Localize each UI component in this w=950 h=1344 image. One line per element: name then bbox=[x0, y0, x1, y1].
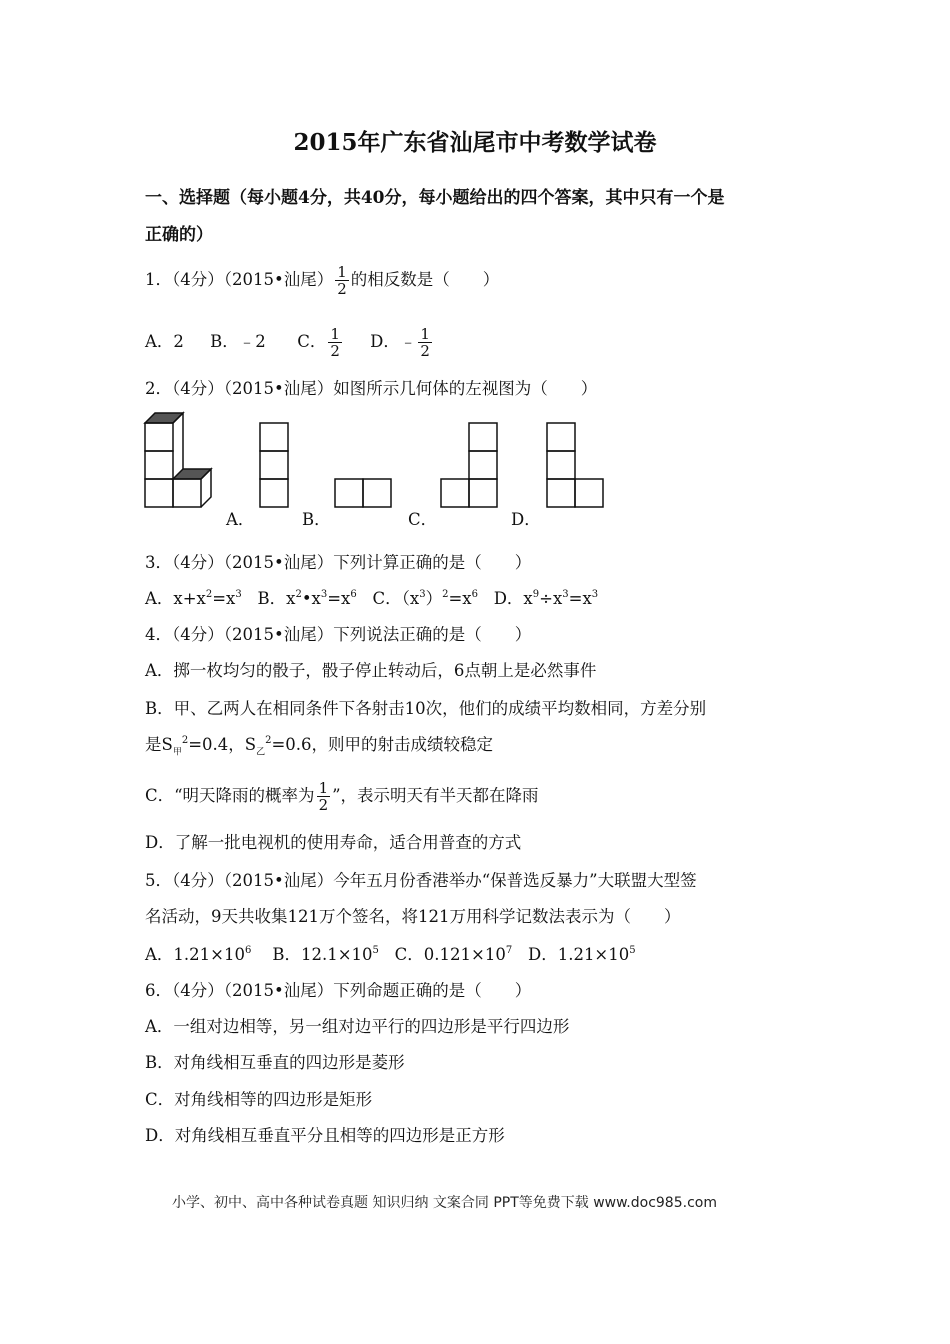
question-5-options bbox=[145, 944, 636, 966]
q3-option-c: C．$(x^3)^2=x^6$ bbox=[372, 589, 478, 608]
q1-option-c: C． bbox=[297, 332, 327, 351]
q3-option-a: A．$x+x^2=x^3$ bbox=[145, 589, 242, 608]
question-6: 6．（4分）（2015•汕尾）下列命题正确的是（ ） bbox=[145, 981, 532, 1000]
question-1 bbox=[145, 264, 499, 297]
q3-option-d: D．$x^9\div x^3=x^3$ bbox=[493, 589, 599, 608]
frac-denominator: 2 bbox=[420, 342, 430, 360]
q4-option-b-cont: 是$S_甲^2=0.4$，$S_乙^2=0.6$，则甲的射击成绩较稳定 bbox=[145, 735, 494, 758]
question-1-options bbox=[145, 326, 434, 359]
question-3: 3．（4分）（2015•汕尾）下列计算正确的是（ ） bbox=[145, 553, 532, 572]
q1-option-c-fraction bbox=[328, 326, 342, 359]
option-d-figure bbox=[547, 423, 603, 507]
frac-denominator: 2 bbox=[337, 280, 347, 298]
q2-option-d: D． bbox=[511, 510, 541, 529]
solid-figure bbox=[145, 413, 211, 507]
q1-fraction bbox=[335, 264, 349, 297]
page-title: 2015年广东省汕尾市中考数学试卷 bbox=[293, 129, 657, 156]
q1-suffix: 的相反数是（ ） bbox=[350, 270, 500, 289]
section-heading: 一、选择题（每小题4分，共40分，每小题给出的四个答案，其中只有一个是 bbox=[145, 188, 725, 208]
frac-numerator: 1 bbox=[330, 325, 340, 343]
frac-numerator: 1 bbox=[337, 263, 347, 281]
q6-option-c: C．对角线相等的四边形是矩形 bbox=[145, 1090, 373, 1109]
q1-option-b: B．﹣2 bbox=[210, 332, 266, 351]
q6-option-d: D．对角线相互垂直平分且相等的四边形是正方形 bbox=[145, 1126, 505, 1145]
q5-option-a: A．$1.21\times 10^6$ bbox=[145, 945, 252, 964]
q4-option-a: A．掷一枚均匀的骰子，骰子停止转动后，6点朝上是必然事件 bbox=[145, 661, 597, 680]
q4-option-d: D．了解一批电视机的使用寿命，适合用普查的方式 bbox=[145, 833, 522, 852]
q1-prefix: 1．（4分）（2015•汕尾） bbox=[145, 270, 334, 289]
footer-text[interactable]: 小学、初中、高中各种试卷真题 知识归纳 文案合同 PPT等免费下载 www.doc985.com bbox=[172, 1195, 717, 1211]
q4-option-b: B．甲、乙两人在相同条件下各射击10次，他们的成绩平均数相同，方差分别 bbox=[145, 699, 707, 718]
option-a-figure bbox=[260, 423, 288, 507]
q1-option-d-fraction bbox=[418, 326, 432, 359]
option-b-figure bbox=[335, 479, 391, 507]
q5-option-d: D．$1.21\times 10^5$ bbox=[527, 945, 636, 964]
q6-option-b: B．对角线相互垂直的四边形是菱形 bbox=[145, 1053, 405, 1072]
frac-numerator: 1 bbox=[420, 325, 430, 343]
frac-denominator: 2 bbox=[330, 342, 340, 360]
q1-option-a: A．2 bbox=[145, 332, 184, 351]
question-5: 5．（4分）（2015•汕尾）今年五月份香港举办“保普选反暴力”大联盟大型签 bbox=[145, 871, 697, 890]
question-4: 4．（4分）（2015•汕尾）下列说法正确的是（ ） bbox=[145, 625, 532, 644]
q5-option-b: B．$12.1\times 10^5$ bbox=[272, 945, 379, 964]
q5-option-c: C．$0.121\times 10^7$ bbox=[394, 945, 513, 964]
question-2: 2．（4分）（2015•汕尾）如图所示几何体的左视图为（ ） bbox=[145, 379, 598, 398]
option-c-figure bbox=[441, 423, 497, 507]
question-3-options bbox=[145, 588, 598, 610]
q1-option-d: D．﹣ bbox=[370, 332, 417, 351]
q4-option-c: C．“明天降雨的概率为 $\frac{1}{2}$ ”，表示明天有半天都在降雨 bbox=[145, 779, 539, 814]
q3-option-b: B．$x^2•x^3=x^6$ bbox=[257, 589, 357, 608]
q2-option-a: A． bbox=[226, 510, 255, 529]
section-heading-cont: 正确的） bbox=[145, 225, 213, 245]
q2-option-b: B． bbox=[302, 510, 331, 529]
q6-option-a: A．一组对边相等，另一组对边平行的四边形是平行四边形 bbox=[145, 1017, 570, 1036]
q2-figures bbox=[140, 405, 620, 525]
q2-option-c: C． bbox=[408, 510, 438, 529]
question-5-cont: 名活动，9天共收集121万个签名，将121万用科学记数法表示为（ ） bbox=[145, 907, 681, 926]
q4-fraction: $\frac{1}{2}$ bbox=[318, 779, 329, 814]
